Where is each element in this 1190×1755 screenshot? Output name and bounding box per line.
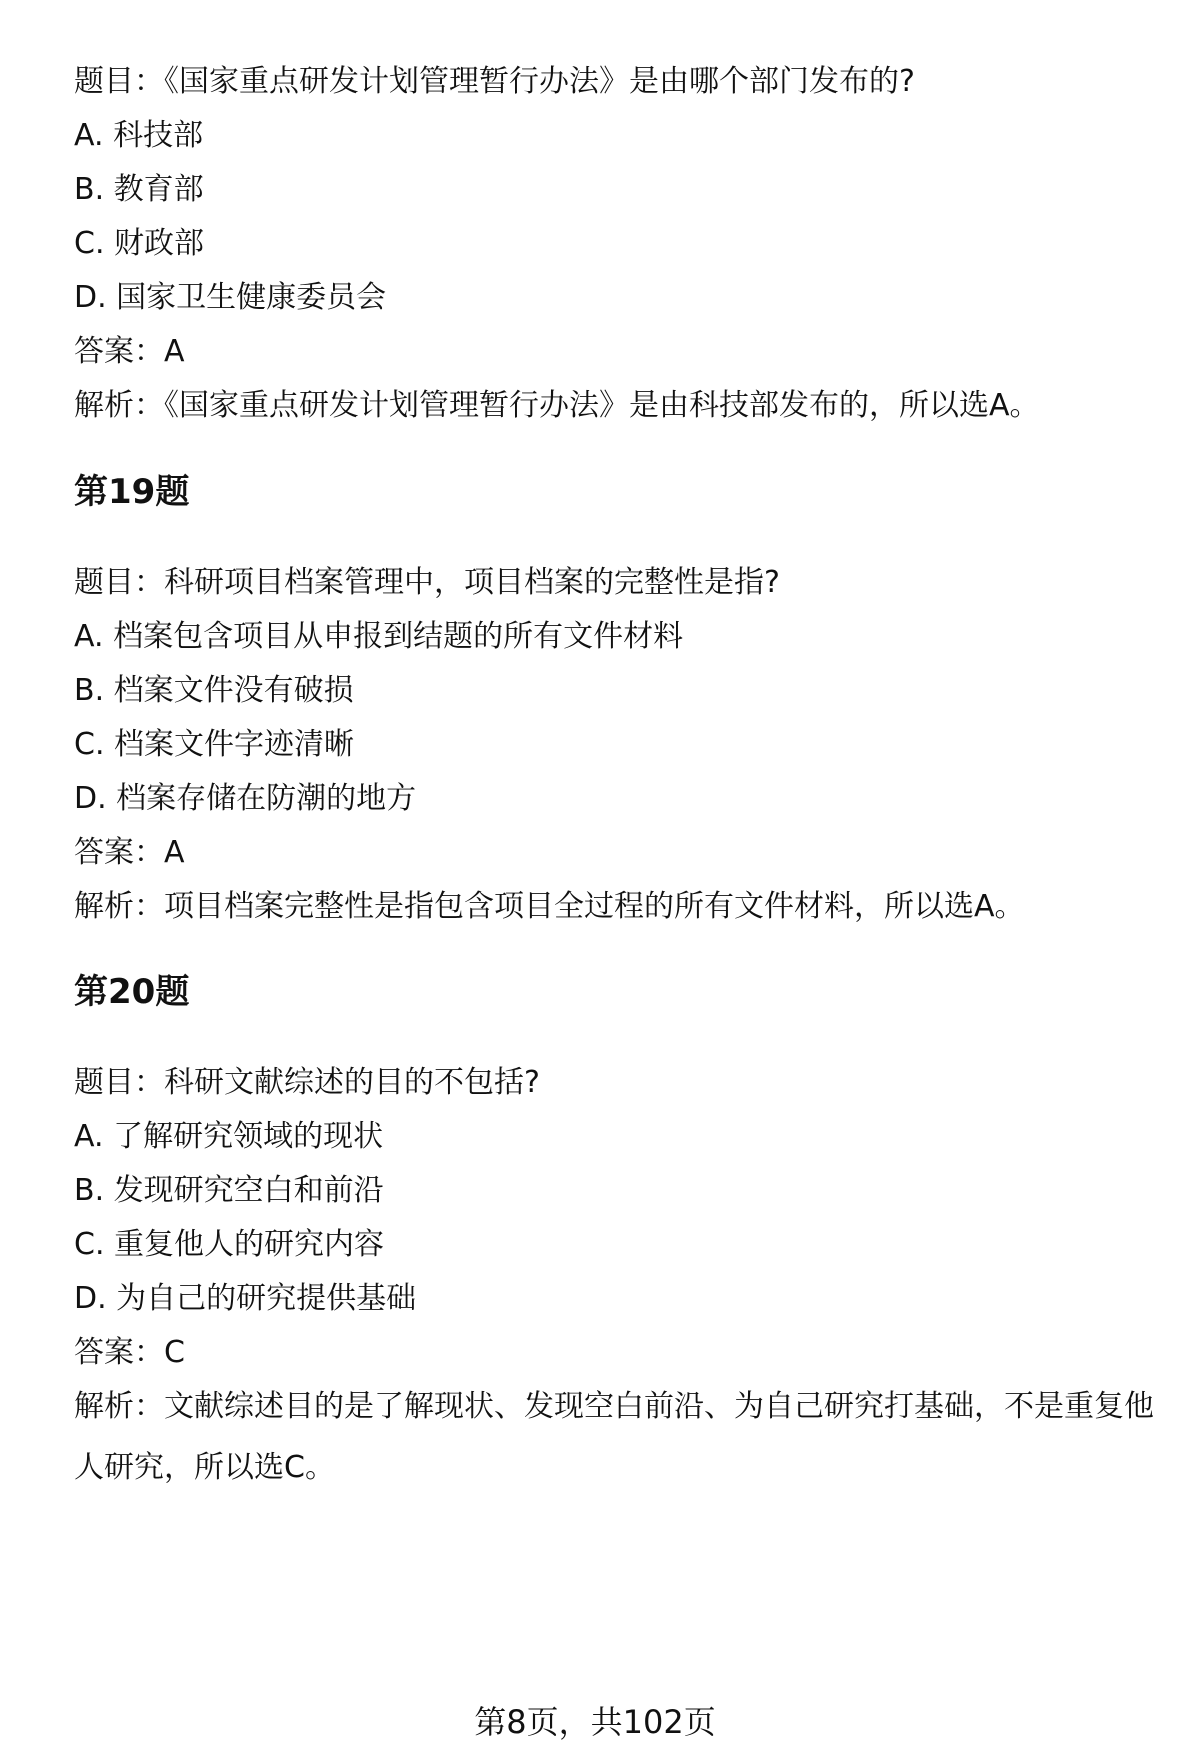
option-c: C. 重复他人的研究内容 [74, 1227, 385, 1262]
analysis-text: 解析：《国家重点研发计划管理暂行办法》是由科技部发布的，所以选A。 [74, 388, 1040, 423]
option-d: D. 国家卫生健康委员会 [74, 280, 387, 315]
answer-text: 答案：A [74, 334, 185, 369]
option-a: A. 了解研究领域的现状 [74, 1119, 384, 1154]
option-b: B. 档案文件没有破损 [74, 673, 354, 708]
option-d: D. 为自己的研究提供基础 [74, 1281, 417, 1316]
answer-text: 答案：A [74, 835, 185, 870]
option-c: C. 档案文件字迹清晰 [74, 727, 355, 762]
option-b: B. 发现研究空白和前沿 [74, 1173, 384, 1208]
option-a: A. 科技部 [74, 118, 204, 153]
option-a: A. 档案包含项目从申报到结题的所有文件材料 [74, 619, 684, 654]
question-text: 题目：科研文献综述的目的不包括? [74, 1065, 540, 1100]
page-number-footer: 第8页，共102页 [474, 1703, 716, 1741]
option-c: C. 财政部 [74, 226, 205, 261]
option-b: B. 教育部 [74, 172, 204, 207]
answer-text: 答案：C [74, 1335, 185, 1370]
analysis-text: 解析：项目档案完整性是指包含项目全过程的所有文件材料，所以选A。 [74, 889, 1025, 924]
question-text: 题目：《国家重点研发计划管理暂行办法》是由哪个部门发布的? [74, 64, 915, 99]
question-heading: 第19题 [74, 472, 190, 512]
question-text: 题目：科研项目档案管理中，项目档案的完整性是指? [74, 565, 780, 600]
analysis-text: 解析：文献综述目的是了解现状、发现空白前沿、为自己研究打基础，不是重复他人研究，所以选C。 [74, 1389, 1154, 1485]
question-heading: 第20题 [74, 972, 190, 1012]
option-d: D. 档案存储在防潮的地方 [74, 781, 417, 816]
